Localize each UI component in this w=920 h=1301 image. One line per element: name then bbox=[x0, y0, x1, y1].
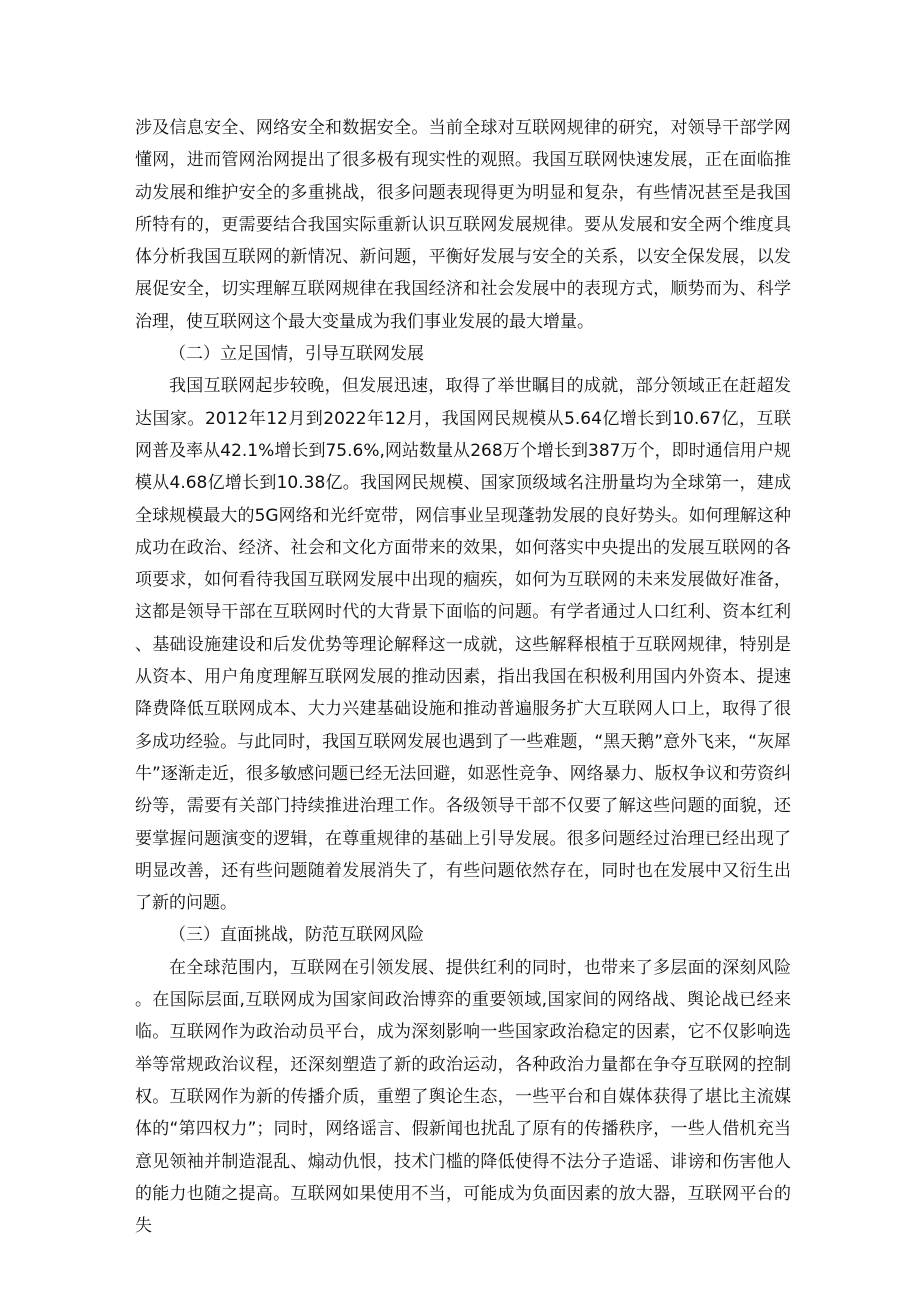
document-body bbox=[135, 112, 791, 1242]
section-three-heading: （三）直面挑战，防范互联网风险 bbox=[169, 925, 424, 946]
intro-paragraph: 涉及信息安全、网络安全和数据安全。当前全球对互联网规律的研究，对领导干部学网懂网，进而管网治网提出了很多极有现实性的观照。我国互联网快速发展，正在面临推动发展和维护安全的多重挑战，很多问题表现得更为明显和复杂，有些情况甚至是我国所特有的，更需要结合我国实际重新认识互联网发展规律。要从发展和安全两个维度具体分析我国互联网的新情况、新问题，平衡好发展与安全的关系，以安全保发展，以发展促安全，切实理解互联网规律在我国经济和社会发展中的表现方式，顺势而为、科学治理，使互联网这个最大变量成为我们事业发展的最大增量。 bbox=[135, 118, 791, 332]
section-three-paragraph: 在全球范围内，互联网在引领发展、提供红利的同时，也带来了多层面的深刻风险。在国际层面,互联网成为国家间政治博弈的重要领域,国家间的网络战、舆论战已经来临。互联网作为政治动员平台，成为深刻影响一些国家政治稳定的因素，它不仅影响选举等常规政治议程，还深刻塑造了新的政治运动，各种政治力量都在争夺互联网的控制权。互联网作为新的传播介质，重塑了舆论生态，一些平台和自媒体获得了堪比主流媒体的“第四权力”；同时，网络谣言、假新闻也扰乱了原有的传播秩序，一些人借机充当意见领袖并制造混乱、煽动仇恨，技术门槛的降低使得不法分子造谣、诽谤和伤害他人的能力也随之提高。互联网如果使用不当，可能成为负面因素的放大器，互联网平台的失 bbox=[135, 957, 791, 1237]
section-two-heading: （二）立足国情，引导互联网发展 bbox=[169, 344, 424, 365]
section-two-paragraph: 我国互联网起步较晚，但发展迅速，取得了举世瞩目的成就，部分领域正在赶超发达国家。2012年12月到2022年12月，我国网民规模从5.64亿增长到10.67亿，互联网普及率从42.1%增长到75.6%,网站数量从268万个增长到387万个，即时通信用户规模从4.68亿增长到10.38亿。我国网民规模、国家顶级域名注册量均为全球第一，建成全球规模最大的5G网络和光纤宽带，网信事业呈现蓬勃发展的良好势头。如何理解这种成功在政治、经济、社会和文化方面带来的效果，如何落实中央提出的发展互联网的各项要求，如何看待我国互联网发展中出现的痼疾，如何为互联网的未来发展做好准备，这都是领导干部在互联网时代的大背景下面临的问题。有学者通过人口红利、资本红利、基础设施建设和后发优势等理论解释这一成就，这些解释根植于互联网规律，特别是从资本、用户角度理解互联网发展的推动因素，指出我国在积极利用国内外资本、提速降费降低互联网成本、大力兴建基础设施和推动普遍服务扩大互联网人口上，取得了很多成功经验。与此同时，我国互联网发展也遇到了一些难题，“黑天鹅”意外飞来，“灰犀牛”逐渐走近，很多敏感问题已经无法回避，如恶性竞争、网络暴力、版权争议和劳资纠纷等，需要有关部门持续推进治理工作。各级领导干部不仅要了解这些问题的面貌，还要掌握问题演变的逻辑，在尊重规律的基础上引导发展。很多问题经过治理已经出现了明显改善，还有些问题随着发展消失了，有些问题依然存在，同时也在发展中又衍生出了新的问题。 bbox=[135, 376, 791, 914]
